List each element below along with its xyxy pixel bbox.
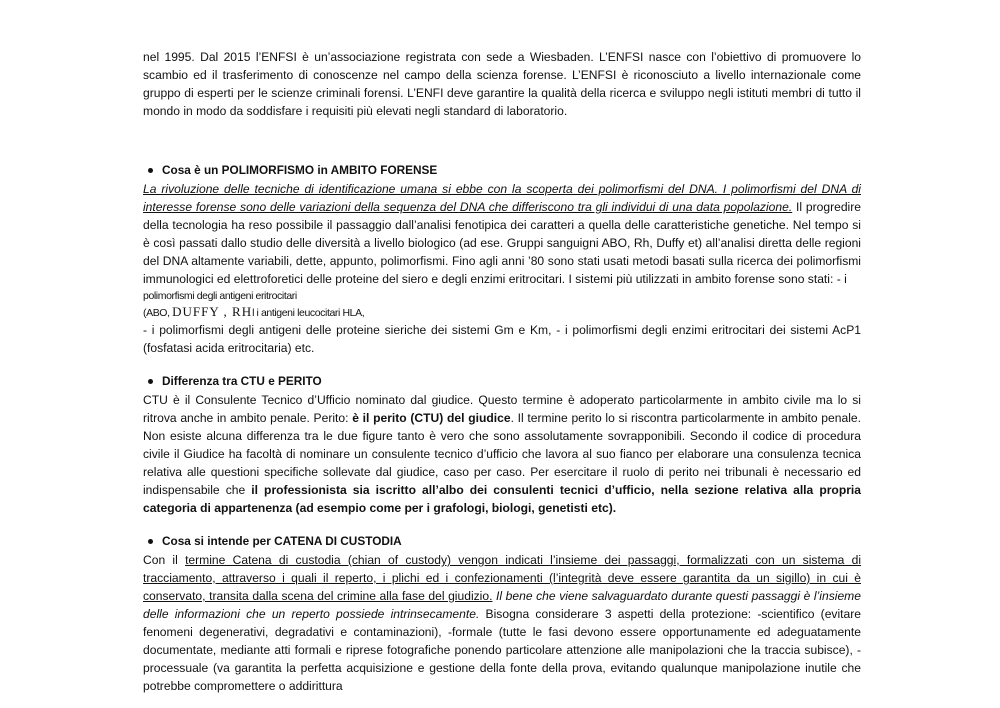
polimorfismo-paragraph: [143, 180, 861, 357]
bullet-icon: [148, 168, 153, 173]
paragraph-text: Il progredire della tecnologia ha reso possibile il passaggio dall’analisi fenotipica dei caratteri a quella delle caratteristiche genetiche. Nel tempo si è così passati dallo studio delle diversità a livello biologico (ad ese. Gruppi sanguigni ABO, Rh, Duffy et) all’analisi diretta delle regioni del DNA altamente variabili, dette, appunto, polimorfismi. Fino agli anni ’80 sono stati usati metodi basati sulla ricerca dei polimorfismi immunologici ed elettroforetici delle proteine del siero e degli enzimi eritrocitari. I sistemi più utilizzati in ambito forense sono stati: - i: [143, 200, 861, 286]
section-heading-catena-custodia: [143, 531, 861, 551]
underlined-definition: La rivoluzione delle tecniche di identificazione umana si ebbe con la scoperta dei polimorfismi del DNA. I polimorfismi del DNA di interesse forense sono delle variazioni della sequenza del DNA che differiscono tra gli individui di una data popolazione.: [143, 182, 861, 214]
small-text-line: polimorfismi degli antigeni eritrocitari: [143, 290, 297, 302]
serif-text: DUFFY , RH: [172, 304, 253, 319]
underlined-text: termine Catena di custodia (chian of custody) vengon indicati l’insieme dei passaggi, formalizzati con un sistema di tracciamento, attraverso i quali il reperto, i plichi ed i confezionamenti (l’integrità deve essere garantita da un sigillo) in cui è conservato, transita dalla scena del crimine alla fase del giudizio.: [143, 553, 862, 603]
bullet-icon: [148, 539, 153, 544]
section-heading-ctu-perito: [143, 371, 861, 391]
small-text-line-2: (ABO, DUFFY , RHl i antigeni leucocitari HLA,: [143, 304, 365, 319]
section-title: Cosa è un POLIMORFISMO in AMBITO FORENSE: [162, 163, 438, 177]
section-title: Cosa si intende per CATENA DI CUSTODIA: [162, 534, 402, 548]
section-heading-polimorfismo: [143, 160, 861, 180]
ctu-paragraph: CTU è il Consulente Tecnico d’Ufficio nominato dal giudice. Questo termine è adoperato particolarmente in ambito civile ma lo si ritrova anche in ambito penale. Perito: è il perito (CTU) del giudice. Il termine perito lo si riscontra particolarmente in ambito penale. Non esiste alcuna differenza tra le due figure tanto è vero che sono assolutamente sovrapponibili. Secondo il codice di procedura civile il Giudice ha facoltà di nominare un consulente tecnico d’ufficio che lavora al suo fianco per elaborare una consulenza tecnica relativa alle questioni specifiche sollevate dal giudice, caso per caso. Per esercitare il ruolo di perito nei tribunali è necessario ed indispensabile che il professionista sia iscritto all’albo dei consulenti tecnici d’ufficio, nella sezione relativa alla propria categoria di appartenenza (ad esempio come per i grafologi, biologi, genetisti etc).: [143, 393, 861, 515]
italic-text: Il bene che viene salvaguardato durante questi passaggi è l’insieme delle informazioni che un reperto possiede intrinsecamente.: [143, 589, 861, 621]
section-title: Differenza tra CTU e PERITO: [162, 374, 322, 388]
document-body: [143, 48, 861, 695]
bold-text: è il perito (CTU) del giudice: [352, 411, 511, 425]
catena-paragraph: Con il termine Catena di custodia (chian of custody) vengon indicati l’insieme dei passaggi, formalizzati con un sistema di tracciamento, attraverso i quali il reperto, i plichi ed i confezionamenti (l’integrità deve essere garantita da un sigillo) in cui è conservato, transita dalla scena del crimine alla fase del giudizio. Il bene che viene salvaguardato durante questi passaggi è l’insieme delle informazioni che un reperto possiede intrinsecamente. Bisogna considerare 3 aspetti della protezione: -scientifico (evitare fenomeni degenerativi, degradativi e contaminazioni), -formale (tutte le fasi devono essere opportunamente ed adeguatamente documentate, mediante atti formali e riprese fotografiche ponendo particolare attenzione alle manipolazioni che la traccia subisce), -processuale (va garantita la perfetta acquisizione e gestione della fonte della prova, evitando qualunque manipolazione inutile che potrebbe compromettere o addirittura: [143, 553, 862, 693]
bold-text-2: il professionista sia iscritto all’albo dei consulenti tecnici d’ufficio, nella sezione relativa alla propria categoria di appartenenza (ad esempio come per i grafologi, biologi, genetisti etc).: [143, 483, 861, 515]
intro-paragraph: nel 1995. Dal 2015 l’ENFSI è un’associazione registrata con sede a Wiesbaden. L’ENFSI nasce con l’obiettivo di promuovere lo scambio ed il trasferimento di conoscenze nel campo della scienza forense. L’ENFSI è riconosciuto a livello internazionale come gruppo di esperti per le scienze criminali forensi. L’ENFI deve garantire la qualità della ricerca e sviluppo negli istituti membri di tutto il mondo in modo da soddisfare i requisiti più elevati negli standard di laboratorio.: [143, 50, 861, 118]
paragraph-text-tail: - i polimorfismi degli antigeni delle proteine sieriche dei sistemi Gm e Km, - i polimorfismi degli enzimi eritrocitari dei sistemi AcP1 (fosfatasi acida eritrocitaria) etc.: [143, 323, 861, 355]
bullet-icon: [148, 379, 153, 384]
